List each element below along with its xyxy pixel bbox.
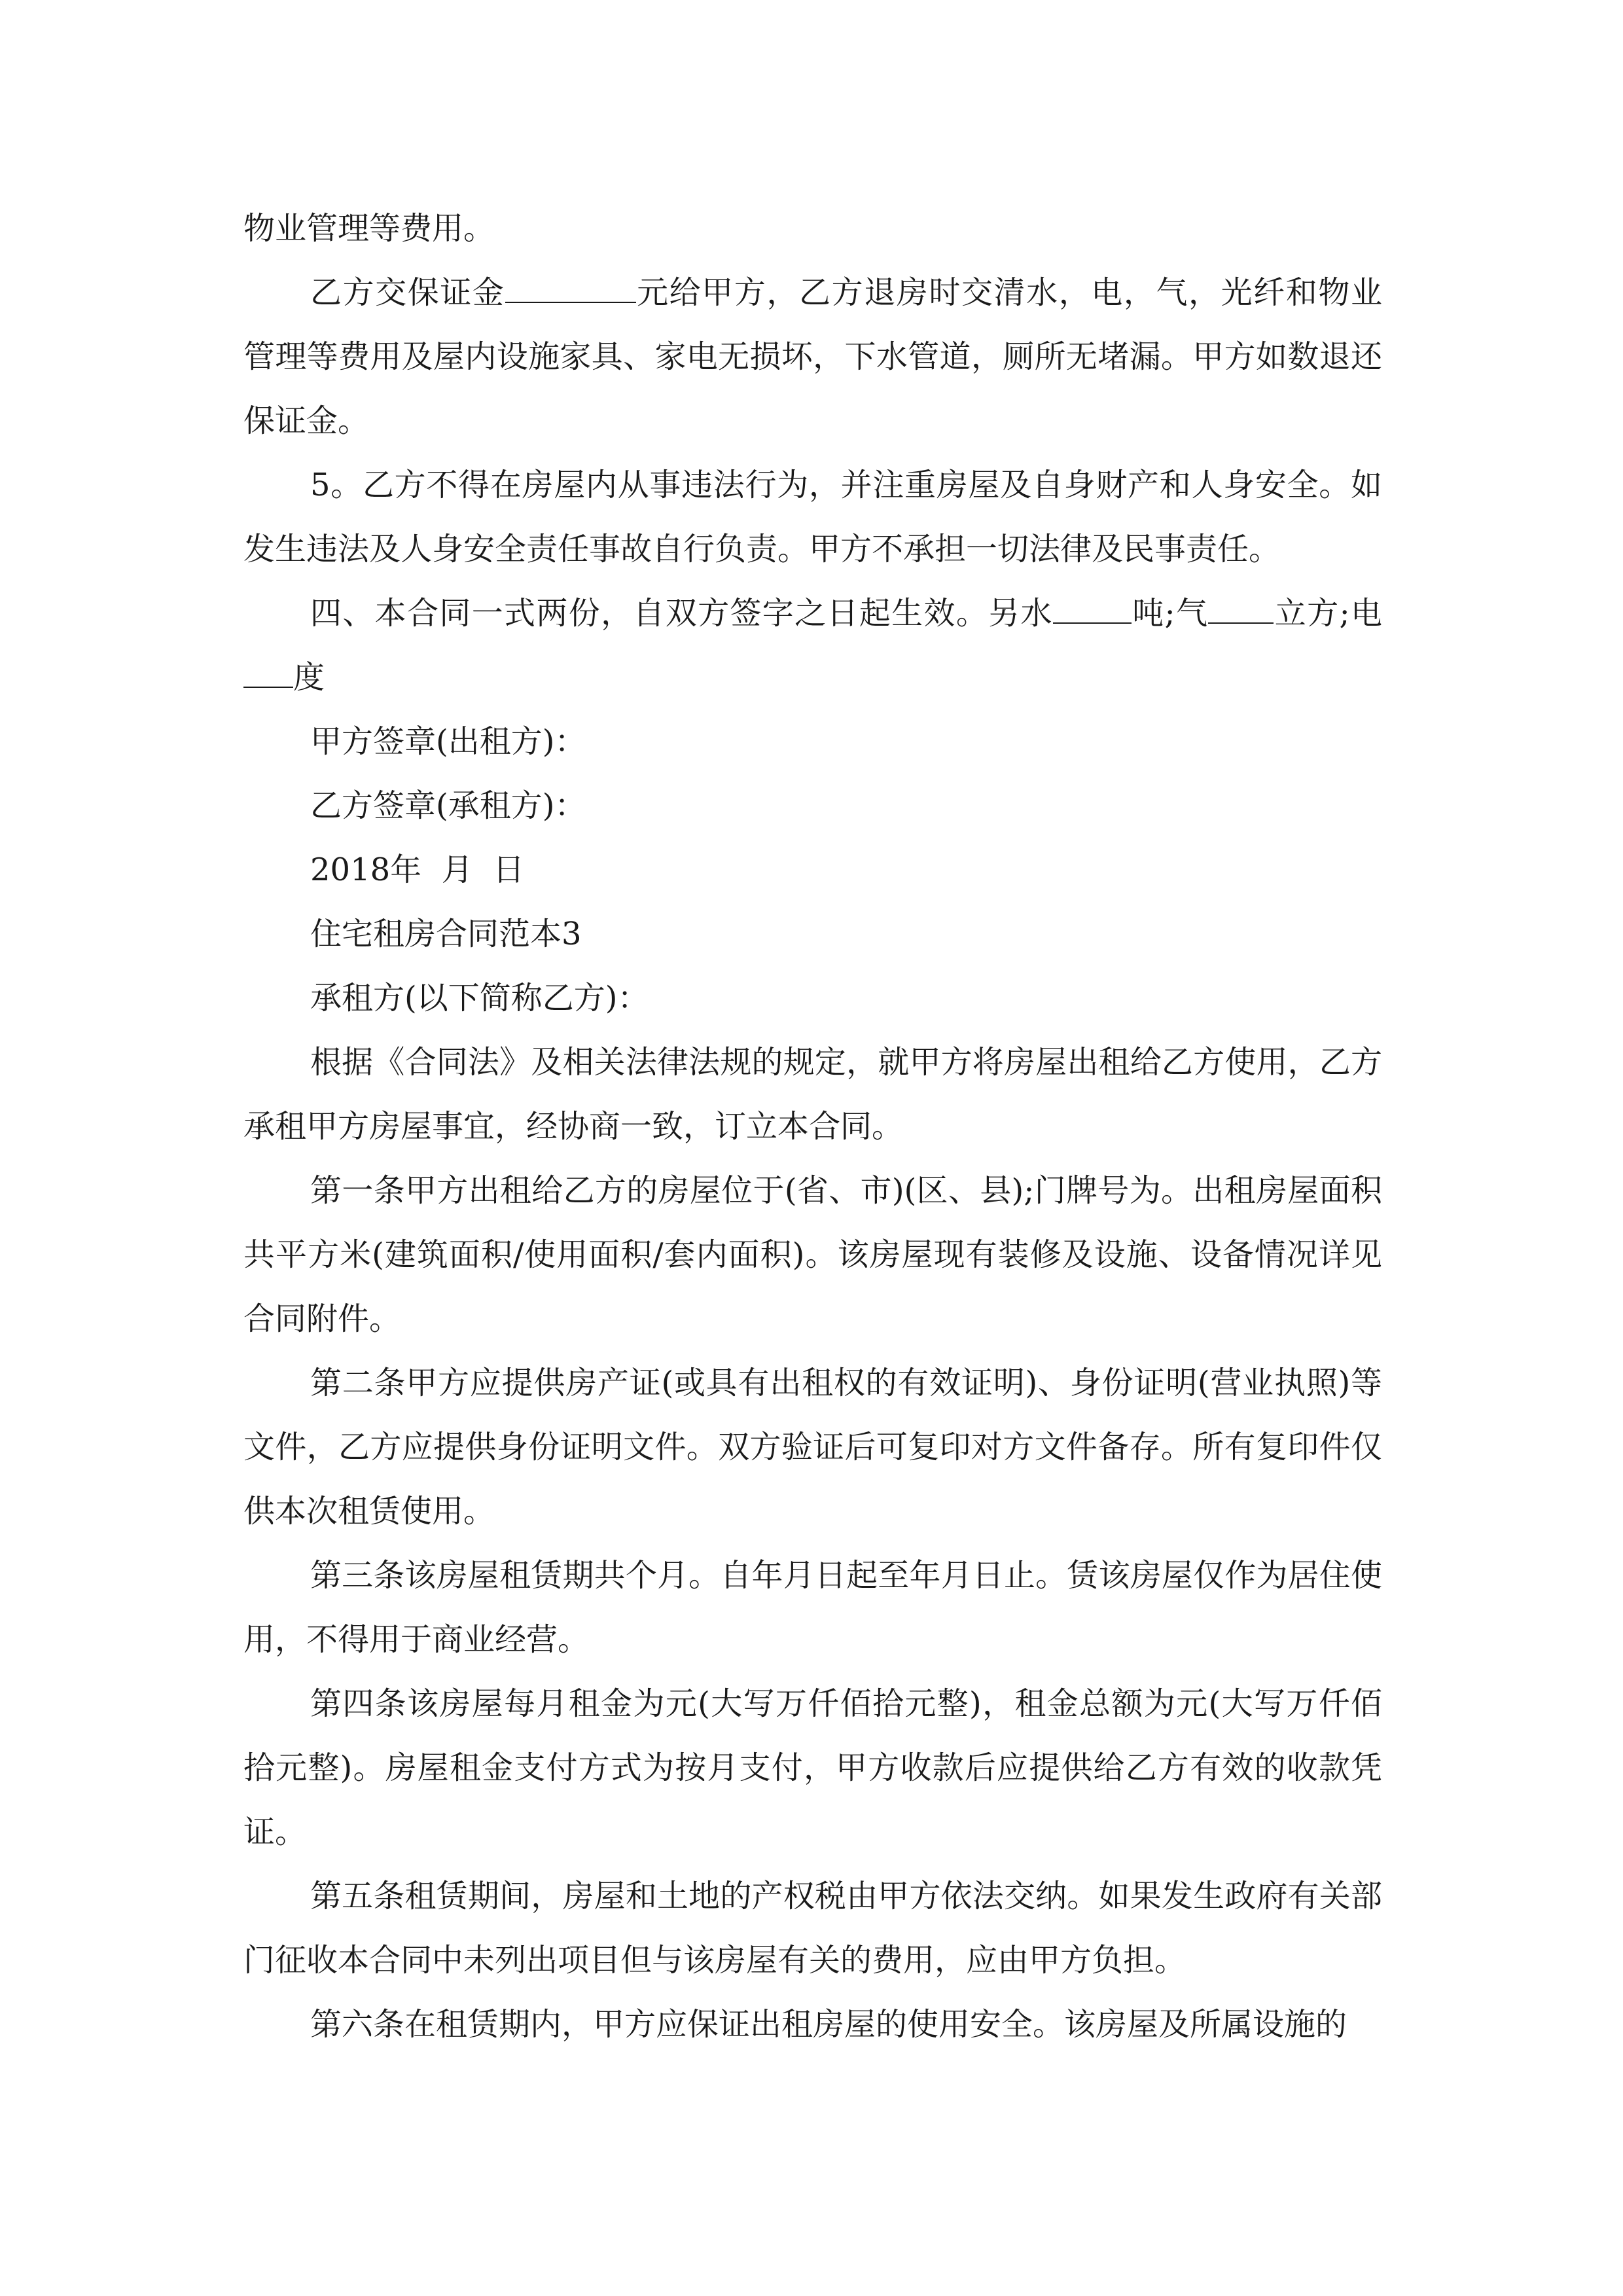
article-1 bbox=[243, 1158, 1382, 1351]
signature-party-a bbox=[243, 709, 1382, 774]
signature-party-b bbox=[243, 774, 1382, 838]
paragraph-text: 第五条租赁期间，房屋和土地的产权税由甲方依法交纳。如果发生政府有关部门征收本合同中未列出项目但与该房屋有关的费用，应由甲方负担。 bbox=[243, 1878, 1382, 1979]
paragraph-text: 根据《合同法》及相关法律法规的规定，就甲方将房屋出租给乙方使用，乙方承租甲方房屋事宜，经协商一致，订立本合同。 bbox=[243, 1044, 1382, 1145]
paragraph-text: 立方;电 bbox=[1274, 595, 1382, 632]
article-6 bbox=[243, 1992, 1382, 2056]
document-body bbox=[243, 196, 1382, 2056]
contract-title-3 bbox=[243, 902, 1382, 966]
paragraph-text: 元给甲方，乙方退房时交清水，电，气，光纤和物业管理等费用及屋内设施家具、家电无损坏，下水管道，厕所无堵漏。甲方如数退还保证金。 bbox=[243, 274, 1382, 439]
paragraph-text: 住宅租房合同范本3 bbox=[310, 916, 582, 952]
paragraph-text: 物业管理等费用。 bbox=[243, 210, 495, 247]
article-5 bbox=[243, 1864, 1382, 1992]
paragraph-5 bbox=[243, 453, 1382, 581]
paragraph-text: 承租方(以下简称乙方)： bbox=[310, 980, 649, 1016]
paragraph-text: 第三条该房屋租赁期共个月。自年月日起至年月日止。赁该房屋仅作为居住使用，不得用于商业经营。 bbox=[243, 1557, 1382, 1658]
electricity-blank bbox=[243, 650, 293, 688]
signature-date bbox=[243, 838, 1382, 902]
paragraph-preamble bbox=[243, 1030, 1382, 1158]
paragraph-text: 乙方交保证金 bbox=[310, 274, 505, 311]
paragraph-text: 甲方签章(出租方)： bbox=[310, 723, 586, 760]
paragraph-text: 5。乙方不得在房屋内从事违法行为，并注重房屋及自身财产和人身安全。如发生违法及人身安全责任事故自行负责。甲方不承担一切法律及民事责任。 bbox=[243, 467, 1382, 567]
paragraph-text: 乙方签章(承租方)： bbox=[310, 787, 586, 824]
deposit-blank bbox=[505, 265, 636, 303]
article-4 bbox=[243, 1672, 1382, 1864]
paragraph-text: 2018年 月 日 bbox=[310, 852, 525, 888]
gas-blank bbox=[1208, 586, 1274, 624]
paragraph-deposit bbox=[243, 260, 1382, 453]
paragraph-section-4 bbox=[243, 581, 1382, 709]
paragraph-text: 度 bbox=[293, 659, 325, 696]
paragraph-text: 四、本合同一式两份，自双方签字之日起生效。另水 bbox=[310, 595, 1053, 632]
lessee-line bbox=[243, 966, 1382, 1030]
paragraph-text: 第六条在租赁期内，甲方应保证出租房屋的使用安全。该房屋及所属设施的 bbox=[310, 2006, 1347, 2043]
paragraph-text: 第一条甲方出租给乙方的房屋位于(省、市)(区、县);门牌号为。出租房屋面积共平方米(建筑面积/使用面积/套内面积)。该房屋现有装修及设施、设备情况详见合同附件。 bbox=[243, 1172, 1382, 1337]
paragraph-text: 吨;气 bbox=[1131, 595, 1209, 632]
article-3 bbox=[243, 1543, 1382, 1672]
article-2 bbox=[243, 1351, 1382, 1543]
paragraph-text: 第二条甲方应提供房产证(或具有出租权的有效证明)、身份证明(营业执照)等文件，乙方应提供身份证明文件。双方验证后可复印对方文件备存。所有复印件仅供本次租赁使用。 bbox=[243, 1365, 1382, 1530]
water-blank bbox=[1053, 586, 1132, 624]
paragraph-1 bbox=[243, 196, 1382, 260]
paragraph-text: 第四条该房屋每月租金为元(大写万仟佰拾元整)，租金总额为元(大写万仟佰拾元整)。房屋租金支付方式为按月支付，甲方收款后应提供给乙方有效的收款凭证。 bbox=[243, 1685, 1382, 1850]
